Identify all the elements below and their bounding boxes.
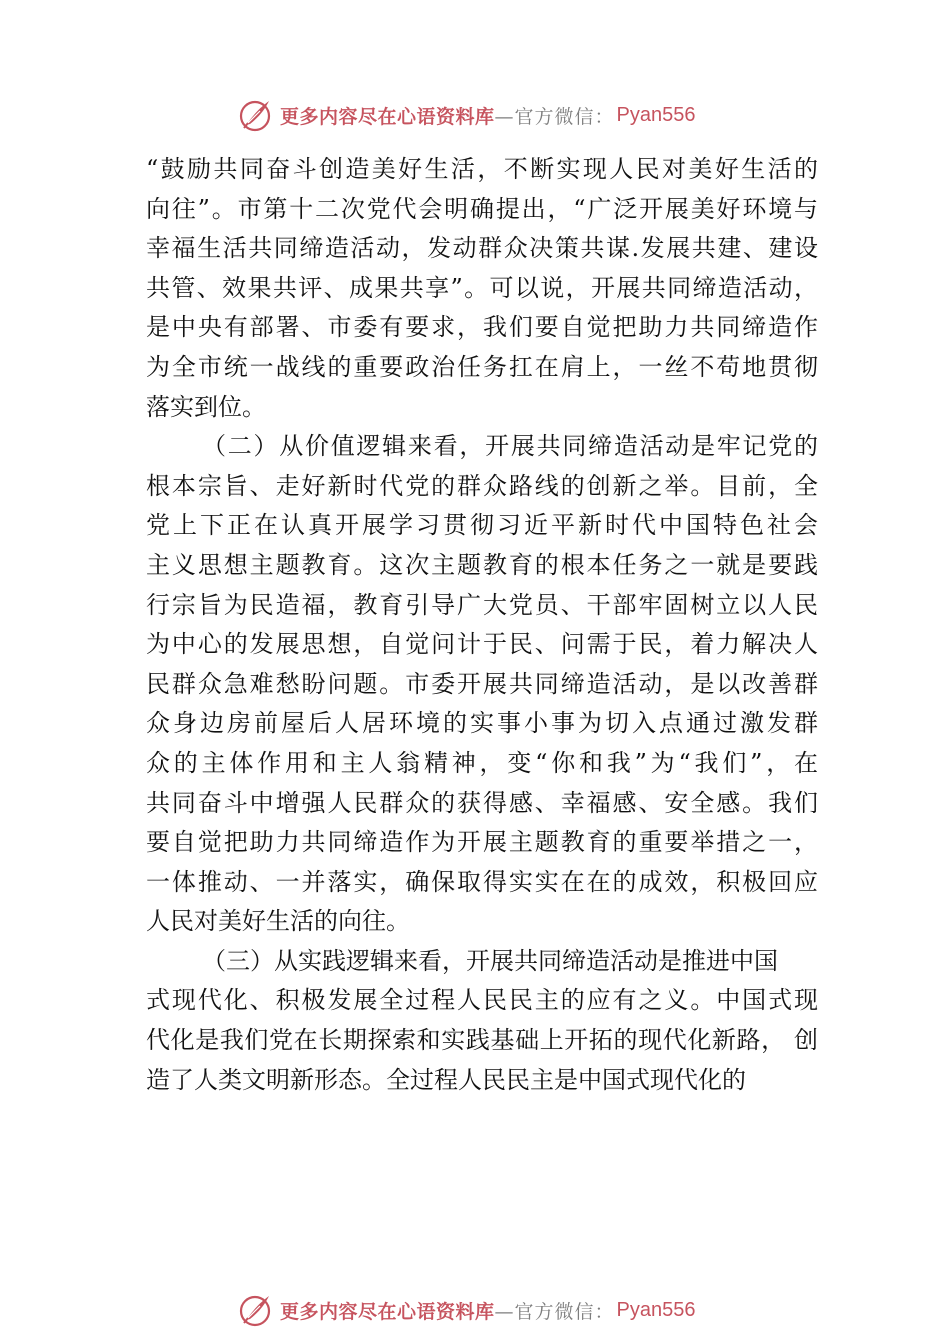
text-line: 落实到位。 xyxy=(146,392,266,421)
watermark-title: 更多内容尽在心语资料库 xyxy=(280,1300,495,1323)
text-line: 要自觉把助力共同缔造作为开展主题教育的重要举措之一， xyxy=(146,828,818,857)
header-watermark xyxy=(238,95,696,135)
text-line: 幸福生活共同缔造活动，发动群众决策共谋.发展共建、建设 xyxy=(146,234,818,263)
text-line: 是中央有部署、市委有要求，我们要自觉把助力共同缔造作 xyxy=(146,313,818,342)
text-line: 式现代化、积极发展全过程人民民主的应有之义。中国式现 xyxy=(146,986,818,1015)
text-line: 民群众急难愁盼问题。市委开展共同缔造活动，是以改善群 xyxy=(146,669,818,698)
text-line: 为全市统一战线的重要政治任务扛在肩上，一丝不苟地贯彻 xyxy=(146,352,818,381)
text-line: 一体推动、一并落实，确保取得实实在在的成效，积极回应 xyxy=(146,867,818,896)
paragraph-start-line: （二）从价值逻辑来看，开展共同缔造活动是牢记党的 xyxy=(202,432,818,461)
watermark-title: 更多内容尽在心语资料库 xyxy=(280,105,495,128)
body-text xyxy=(146,150,818,1100)
text-line: 众的主体作用和主人翁精神，变“你和我”为“我们”，在 xyxy=(146,748,818,777)
quill-pen-logo-icon xyxy=(238,1292,274,1328)
text-line: 人民对美好生活的向往。 xyxy=(146,907,410,936)
footer-watermark xyxy=(238,1290,696,1330)
text-line: 党上下正在认真开展学习贯彻习近平新时代中国特色社会 xyxy=(146,511,818,540)
text-line: “鼓励共同奋斗创造美好生活，不断实现人民对美好生活的 xyxy=(146,155,818,183)
text-line: 向往”。市第十二次党代会明确提出，“广泛开展美好环境与 xyxy=(146,194,818,223)
text-line: 共管、效果共评、成果共享”。可以说，开展共同缔造活动， xyxy=(146,273,818,302)
text-line: 造了人类文明新形态。全过程人民民主是中国式现代化的 xyxy=(146,1065,746,1094)
text-line: 共同奋斗中增强人民群众的获得感、幸福感、安全感。我们 xyxy=(146,788,818,817)
text-line: 根本宗旨、走好新时代党的群众路线的创新之举。目前，全 xyxy=(146,471,818,500)
text-line: 代化是我们党在长期探索和实践基础上开拓的现代化新路， 创 xyxy=(146,1026,818,1055)
text-line: 行宗旨为民造福，教育引导广大党员、干部牢固树立以人民 xyxy=(146,590,818,619)
quill-pen-logo-icon xyxy=(238,97,274,133)
text-line: 为中心的发展思想，自觉问计于民、问需于民，着力解决人 xyxy=(146,630,818,659)
watermark-wechat-id: Pyan556 xyxy=(616,103,696,126)
watermark-separator: —官方微信： xyxy=(494,1300,615,1323)
paragraph-start-line: （三）从实践逻辑来看，开展共同缔造活动是推进中国 xyxy=(202,946,778,975)
watermark-wechat-id: Pyan556 xyxy=(616,1298,696,1321)
watermark-separator: —官方微信： xyxy=(494,105,615,128)
text-line: 众身边房前屋后人居环境的实事小事为切入点通过激发群 xyxy=(146,709,818,738)
text-line: 主义思想主题教育。这次主题教育的根本任务之一就是要践 xyxy=(146,550,818,579)
